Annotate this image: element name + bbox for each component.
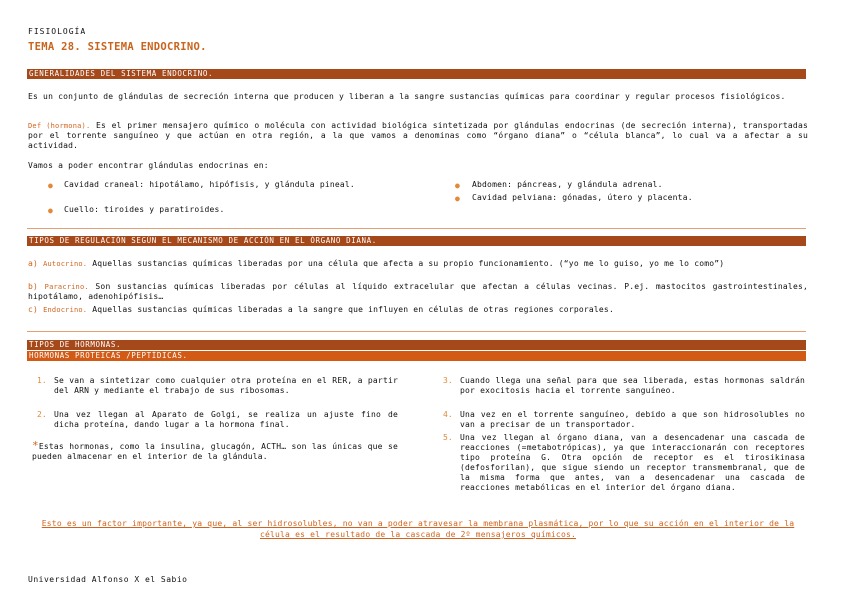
- list-item-step-1: Se van a sintetizar como cualquier otra proteína en el RER, a partir del ARN y mediante el trabajo de sus ribosomas.: [54, 376, 398, 395]
- section-subheading-proteicas: HORMONAS PROTEICAS /PEPTÍDICAS.: [27, 351, 806, 361]
- list-item-step-2: Una vez llegan al Aparato de Golgi, se realiza un ajuste fino de dicha proteína, dando lugar a la hormona final.: [54, 410, 398, 429]
- item-number: 5.: [443, 433, 453, 442]
- section-heading-regulacion: TIPOS DE REGULACIÓN SEGÚN EL MECANISMO DE ACCIÓN EN EL ÓRGANO DIANA.: [27, 236, 806, 246]
- item-marker: a): [28, 259, 39, 268]
- footer-university: Universidad Alfonso X el Sabio: [28, 575, 188, 584]
- list-item-paracrino: [28, 282, 808, 302]
- bullet-icon: ●: [48, 206, 53, 215]
- list-item-endocrino: [28, 305, 808, 315]
- star-note: [32, 441, 398, 462]
- definition-label: Def (hormona).: [28, 122, 91, 130]
- item-number: 4.: [443, 410, 453, 419]
- section-heading-tipos-hormonas: TIPOS DE HORMONAS.: [27, 340, 806, 350]
- section-heading-generalidades: GENERALIDADES DEL SISTEMA ENDOCRINO.: [27, 69, 806, 79]
- list-item-step-5: Una vez llegan al órgano diana, van a desencadenar una cascada de reacciones (=metabotrópicas), ya que interaccionarán con receptores tipo proteína G. Otra opción de receptor es el tirosikinasa (defosforilan), que sigue siendo un receptor transmembranal, que de la misma forma que antes, van a desencadenar una cascada de reacciones metabólicas en el interior del órgano diana.: [460, 433, 805, 492]
- bullet-icon: ●: [48, 181, 53, 190]
- subject-header: FISIOLOGÍA: [28, 27, 87, 36]
- bullet-icon: ●: [455, 181, 460, 190]
- definition-paragraph: [28, 121, 808, 151]
- divider: [27, 228, 806, 229]
- bullet-icon: ●: [455, 194, 460, 203]
- list-item-autocrino: [28, 259, 808, 269]
- list-item-cuello: Cuello: tiroides y paratiroides.: [64, 205, 225, 214]
- item-marker: c): [28, 305, 39, 314]
- divider: [27, 331, 806, 332]
- term-autocrino: Autocrino.: [43, 260, 88, 268]
- list-item-step-3: Cuando llega una señal para que sea liberada, estas hormonas saldrán por exocitosis hacia el torrente sanguíneo.: [460, 376, 805, 395]
- text-autocrino: Aquellas sustancias químicas liberadas por una célula que afecta a su propio funcionamiento. (“yo me lo guiso, yo me lo como”): [87, 259, 725, 268]
- list-item-cavidad-pelviana: Cavidad pelviana: gónadas, útero y placenta.: [472, 193, 693, 202]
- important-note: Esto es un factor importante, ya que, al ser hidrosolubles, no van a poder atravesar la membrana plasmática, por lo que su acción en el interior de la célula es el resultado de la cascada de 2º mensajeros químicos.: [41, 519, 795, 539]
- definition-text: Es el primer mensajero químico o molécula con actividad biológica sintetizada por glándulas endocrinas (de secreción interna), transportadas por el torrente sanguíneo y que actúan en otra región, a la que vamos a denominas como “órgano diana” o “célula blanca”, lo cual va a afectar a su actividad.: [28, 121, 808, 150]
- text-paracrino: Son sustancias químicas liberadas por células al líquido extracelular que afectan a células vecinas. P.ej. mastocitos gastrointestinales, hipotálamo, adenohipófisis…: [28, 282, 808, 301]
- item-number: 2.: [37, 410, 47, 419]
- list-item-step-4: Una vez en el torrente sanguíneo, debido a que son hidrosolubles no van a precisar de un transportador.: [460, 410, 805, 429]
- term-endocrino: Endocrino.: [43, 306, 88, 314]
- find-glands-text: Vamos a poder encontrar glándulas endocrinas en:: [28, 161, 269, 170]
- asterisk-icon: *: [32, 439, 39, 452]
- item-number: 3.: [443, 376, 453, 385]
- list-item-cavidad-craneal: Cavidad craneal: hipotálamo, hipófisis, y glándula pineal.: [64, 180, 355, 189]
- intro-paragraph: Es un conjunto de glándulas de secreción interna que producen y liberan a la sangre sustancias químicas para coordinar y regular procesos fisiológicos.: [28, 92, 786, 101]
- item-marker: b): [28, 282, 39, 291]
- star-note-text: Estas hormonas, como la insulina, glucagón, ACTH… son las únicas que se pueden almacenar en el interior de la glándula.: [32, 442, 398, 461]
- text-endocrino: Aquellas sustancias químicas liberadas a la sangre que influyen en células de otras regiones corporales.: [87, 305, 614, 314]
- term-paracrino: Paracrino.: [44, 283, 89, 291]
- list-item-abdomen: Abdomen: páncreas, y glándula adrenal.: [472, 180, 663, 189]
- page-title: TEMA 28. SISTEMA ENDOCRINO.: [28, 41, 207, 53]
- item-number: 1.: [37, 376, 47, 385]
